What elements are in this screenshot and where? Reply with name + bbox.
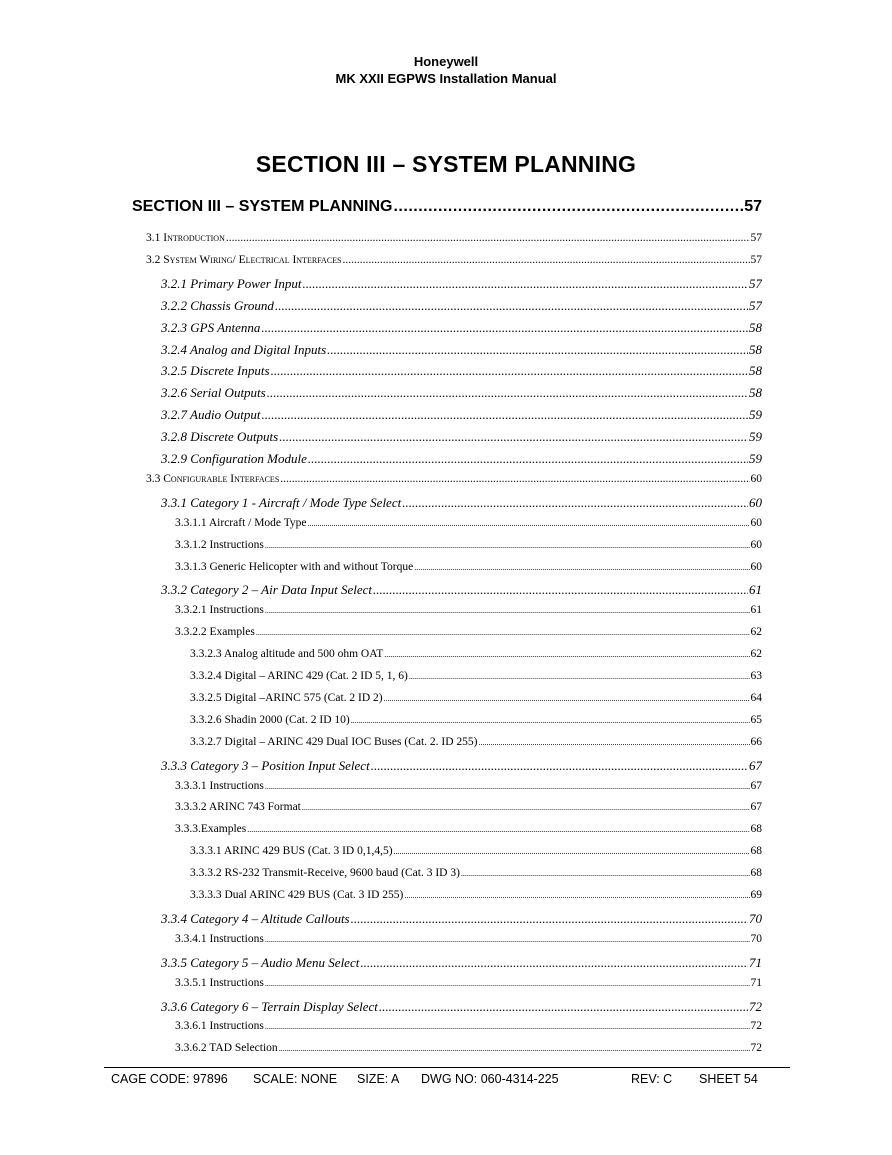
toc-entry-title: 3.3.1.3 Generic Helicopter with and without Torque	[175, 560, 414, 573]
section-title: SECTION III – SYSTEM PLANNING	[255, 151, 637, 177]
toc-entry-page: 66	[750, 735, 762, 748]
toc-entry[interactable]	[175, 1042, 762, 1060]
toc-leader-dots	[478, 738, 749, 747]
toc-entry-page: 58	[749, 319, 762, 335]
toc-entry-page: 67	[750, 779, 762, 792]
toc-entry-page: 59	[749, 407, 762, 423]
toc-leader-dots	[275, 298, 748, 314]
toc-entry-title: 3.3.3.1 Instructions	[175, 779, 264, 792]
toc-entry-page: 57	[744, 198, 762, 215]
toc-leader-dots	[343, 254, 750, 266]
toc-entry-title: 3.2.7 Audio Output	[161, 407, 261, 423]
toc-leader-dots	[308, 451, 748, 467]
toc-leader-dots	[384, 650, 749, 659]
toc-leader-dots	[351, 716, 750, 725]
toc-leader-dots	[384, 694, 750, 703]
toc-entry[interactable]	[161, 342, 762, 360]
toc-entry-title: 3.3.2.4 Digital – ARINC 429 (Cat. 2 ID 5, 1, 6)	[190, 670, 408, 682]
toc-entry[interactable]	[175, 561, 762, 579]
toc-entry[interactable]	[190, 867, 762, 885]
toc-entry[interactable]	[146, 232, 762, 250]
toc-leader-dots	[302, 276, 748, 292]
toc-entry[interactable]	[175, 977, 762, 995]
toc-entry-page: 72	[750, 1042, 762, 1055]
toc-entry-title: 3.2.1 Primary Power Input	[161, 275, 302, 291]
toc-leader-dots	[265, 782, 750, 791]
toc-entry[interactable]	[175, 823, 762, 841]
toc-entry[interactable]	[161, 320, 762, 338]
toc-entry-title: 3.3.6 Category 6 – Terrain Display Select	[161, 998, 378, 1014]
header-manual-title: MK XXII EGPWS Installation Manual	[335, 71, 557, 86]
toc-entry-title: 3.3.3.Examples	[175, 823, 247, 836]
footer-dwg-no: DWG NO: 060-4314-225	[421, 1072, 559, 1086]
toc-entry[interactable]	[161, 495, 762, 513]
toc-entry[interactable]	[190, 692, 762, 710]
toc-entry-title: 3.3.2.3 Analog altitude and 500 ohm OAT	[190, 648, 384, 661]
toc-entry[interactable]	[161, 407, 762, 425]
toc-entry[interactable]	[175, 1020, 762, 1038]
toc-entry[interactable]	[161, 955, 762, 973]
toc-entry-page: 72	[750, 1020, 762, 1033]
toc-leader-dots	[265, 979, 750, 988]
toc-entry-page: 60	[750, 560, 762, 573]
toc-entry-title: 3.3.5.1 Instructions	[175, 976, 264, 989]
toc-entry[interactable]	[175, 604, 762, 622]
toc-entry[interactable]	[175, 801, 762, 819]
toc-entry-title: 3.2.3 GPS Antenna	[161, 319, 261, 335]
toc-entry-title: 3.3.3.2 ARINC 743 Format	[175, 801, 301, 814]
toc-entry[interactable]	[175, 517, 762, 535]
toc-entry-page: 60	[750, 516, 762, 529]
toc-entry-page: 61	[749, 582, 762, 598]
toc-entry-title: 3.3.6.1 Instructions	[175, 1020, 264, 1033]
toc-entry-page: 57	[749, 297, 762, 313]
toc-entry-page: 59	[749, 451, 762, 466]
toc-entry-title: 3.3.3 Category 3 – Position Input Select	[161, 757, 370, 773]
toc-entry-page: 72	[749, 998, 762, 1014]
toc-leader-dots	[302, 803, 750, 812]
toc-entry-title: 3.3.5 Category 5 – Audio Menu Select	[161, 954, 360, 970]
toc-entry-title: 3.3.2.2 Examples	[175, 626, 255, 639]
toc-entry-page: 64	[750, 691, 762, 704]
toc-entry-title: 3.3.1 Category 1 - Aircraft / Mode Type Select	[161, 494, 402, 510]
toc-entry[interactable]	[190, 889, 762, 907]
toc-entry-page: 60	[750, 472, 762, 485]
toc-entry-title: 3.2.2 Chassis Ground	[161, 297, 274, 313]
toc-entry-page: 68	[750, 823, 762, 836]
toc-entry-title: 3.2 System Wiring/ Electrical Interfaces	[146, 253, 342, 266]
footer-scale: SCALE: NONE	[253, 1072, 338, 1086]
toc-entry-title: 3.3.3.3 Dual ARINC 429 BUS (Cat. 3 ID 255)	[190, 889, 404, 901]
toc-entry-page: 68	[750, 867, 762, 880]
footer-rev: REV: C	[631, 1072, 673, 1086]
toc-leader-dots	[279, 1044, 750, 1053]
toc-entry-page: 57	[750, 232, 762, 244]
toc-entry-title: 3.3.2.6 Shadin 2000 (Cat. 2 ID 10)	[190, 713, 350, 726]
page-header	[0, 53, 892, 87]
toc-entry-page: 61	[750, 604, 762, 617]
toc-leader-dots	[256, 628, 750, 637]
toc-leader-dots	[379, 999, 748, 1015]
toc-leader-dots	[280, 473, 749, 485]
toc-entry-title: 3.2.4 Analog and Digital Inputs	[161, 341, 327, 357]
toc-leader-dots	[414, 563, 749, 572]
toc-entry-page: 58	[749, 385, 762, 401]
toc-entry[interactable]	[146, 254, 762, 272]
toc-leader-dots	[247, 825, 749, 834]
toc-leader-dots	[261, 320, 748, 336]
toc-entry-title: 3.3.1.1 Aircraft / Mode Type	[175, 516, 307, 529]
toc-entry-title: 3.3.3.2 RS-232 Transmit-Receive, 9600 baud (Cat. 3 ID 3)	[190, 867, 460, 880]
toc-entry-title: 3.3.1.2 Instructions	[175, 538, 264, 551]
toc-leader-dots	[351, 911, 748, 927]
toc-leader-dots	[461, 869, 750, 878]
toc-leader-dots	[265, 935, 750, 944]
toc-entry-page: 68	[750, 845, 762, 858]
toc-leader-dots	[402, 495, 748, 511]
toc-entry-page: 58	[749, 363, 762, 379]
toc-entry-title: 3.3 Configurable Interfaces	[146, 472, 280, 485]
toc-leader-dots	[265, 1022, 750, 1031]
toc-entry-page: 57	[750, 253, 762, 266]
footer-size: SIZE: A	[357, 1072, 400, 1086]
toc-entry-title: 3.3.2.1 Instructions	[175, 604, 264, 617]
toc-entry-title: 3.2.5 Discrete Inputs	[161, 363, 270, 379]
toc-entry-title: 3.1 Introduction	[146, 232, 225, 244]
toc-entry-title: 3.3.4 Category 4 – Altitude Callouts	[161, 910, 350, 926]
toc-entry[interactable]	[161, 999, 762, 1017]
toc-entry-page: 62	[750, 648, 762, 661]
toc-entry-title: 3.3.2.7 Digital – ARINC 429 Dual IOC Buses (Cat. 2. ID 255)	[190, 735, 478, 748]
toc-entry[interactable]	[161, 758, 762, 776]
toc-entry-title: 3.2.6 Serial Outputs	[161, 385, 266, 401]
toc-leader-dots	[360, 955, 748, 971]
toc-entry-page: 62	[750, 626, 762, 639]
toc-entry-page: 65	[750, 713, 762, 726]
toc-entry-page: 69	[750, 889, 762, 901]
toc-entry[interactable]	[132, 198, 762, 222]
toc-entry-page: 71	[749, 954, 762, 970]
toc-entry-page: 67	[750, 801, 762, 814]
toc-entry-page: 70	[750, 932, 762, 945]
toc-entry[interactable]	[190, 714, 762, 732]
toc-leader-dots	[265, 606, 750, 615]
toc-leader-dots	[394, 847, 750, 856]
toc-leader-dots	[409, 672, 750, 681]
toc-leader-dots	[327, 342, 748, 358]
toc-entry-page: 71	[750, 976, 762, 989]
toc-entry-title: 3.2.8 Discrete Outputs	[161, 429, 279, 445]
toc-leader-dots	[404, 891, 749, 900]
toc-entry-page: 63	[750, 670, 762, 682]
toc-entry[interactable]	[161, 451, 762, 469]
toc-entry[interactable]	[161, 385, 762, 403]
toc-leader-dots	[265, 541, 750, 550]
toc-leader-dots	[308, 519, 750, 528]
toc-entry[interactable]	[175, 933, 762, 951]
toc-entry-page: 70	[749, 910, 762, 926]
toc-leader-dots	[373, 582, 748, 598]
toc-entry-page: 60	[750, 538, 762, 551]
toc-entry-page: 57	[749, 275, 762, 291]
toc-entry[interactable]	[161, 276, 762, 294]
toc-leader-dots	[271, 363, 748, 379]
toc-leader-dots	[371, 758, 748, 774]
toc-entry-title: 3.3.2.5 Digital –ARINC 575 (Cat. 2 ID 2)	[190, 691, 383, 704]
toc-entry[interactable]	[190, 648, 762, 666]
toc-entry[interactable]	[161, 429, 762, 447]
toc-entry-title: 3.3.6.2 TAD Selection	[175, 1042, 278, 1055]
toc-entry[interactable]	[161, 582, 762, 600]
toc-leader-dots	[267, 385, 748, 401]
toc-leader-dots	[226, 232, 750, 244]
toc-entry-title: 3.3.2 Category 2 – Air Data Input Select	[161, 582, 372, 598]
footer-cage-code: CAGE CODE: 97896	[111, 1072, 228, 1086]
toc-entry[interactable]	[190, 670, 762, 688]
toc-entry[interactable]	[161, 363, 762, 381]
toc-entry-title: 3.2.9 Configuration Module	[161, 451, 307, 466]
toc-entry[interactable]	[161, 298, 762, 316]
toc-entry[interactable]	[190, 736, 762, 754]
toc-entry-title: 3.3.4.1 Instructions	[175, 932, 264, 945]
header-company: Honeywell	[413, 54, 479, 69]
footer-sheet: SHEET 54	[699, 1072, 758, 1086]
toc-leader-dots	[393, 198, 743, 216]
toc-entry[interactable]	[190, 845, 762, 863]
toc-entry-page: 60	[749, 494, 762, 510]
toc-entry-title: 3.3.3.1 ARINC 429 BUS (Cat. 3 ID 0,1,4,5)	[190, 845, 393, 858]
toc-leader-dots	[261, 407, 748, 423]
toc-entry[interactable]	[175, 539, 762, 557]
toc-entry[interactable]	[161, 911, 762, 929]
toc-entry-page: 58	[749, 341, 762, 357]
toc-entry-page: 67	[749, 757, 762, 773]
toc-entry[interactable]	[146, 473, 762, 491]
toc-entry-title: SECTION III – SYSTEM PLANNING	[132, 198, 393, 215]
toc-leader-dots	[279, 429, 748, 445]
toc-entry[interactable]	[175, 626, 762, 644]
footer-divider	[104, 1067, 790, 1068]
toc-entry-page: 59	[749, 429, 762, 445]
toc-entry[interactable]	[175, 780, 762, 798]
